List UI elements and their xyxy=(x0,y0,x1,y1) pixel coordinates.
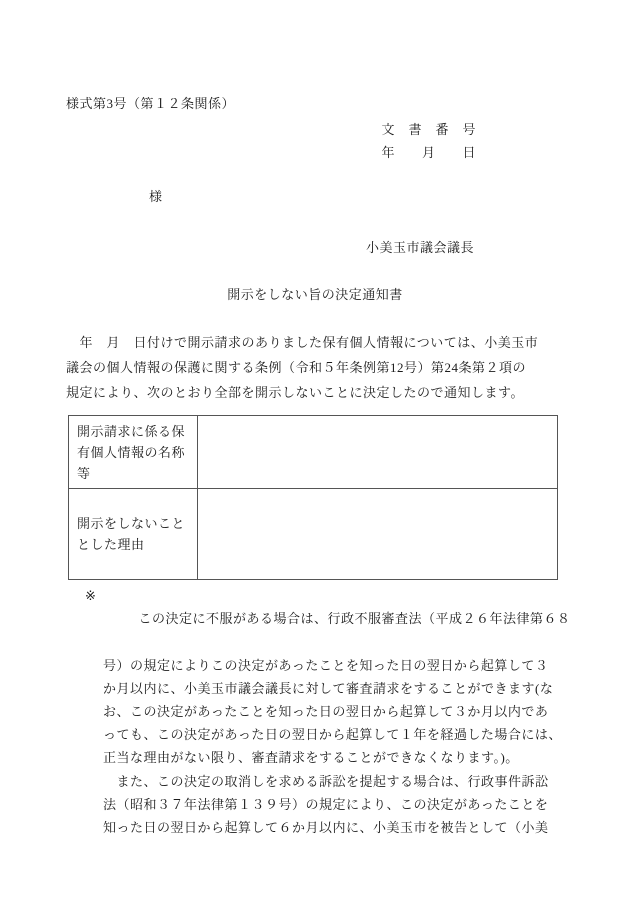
note-line-text: この決定に不服がある場合は、行政不服審査法（平成２６年法律第６８ xyxy=(138,611,571,627)
body-paragraph xyxy=(66,330,538,405)
row-label-subject xyxy=(69,416,198,489)
body-line-1: 年 月 日付けで開示請求のありました保有個人情報については、小美玉市 xyxy=(66,335,539,350)
note-line-3: か月以内に、小美玉市議会議長に対して審査請求をすることができます(な xyxy=(103,680,554,696)
note-line-2: 号）の規定によりこの決定があったことを知った日の翌日から起算して３ xyxy=(103,657,549,673)
document-number-label: 文 書 番 号 xyxy=(381,122,476,137)
body-line-2: 議会の個人情報の保護に関する条例（令和５年条例第12号）第24条第２項の xyxy=(66,360,527,375)
form-number: 様式第3号（第１２条関係） xyxy=(66,96,236,111)
note-line-5: っても、この決定があった日の翌日から起算して１年を経過した場合には、 xyxy=(103,727,562,743)
notes-section xyxy=(85,584,571,839)
row-label-line: 有個人情報の名称 xyxy=(77,444,186,460)
note-line-4: お、この決定があったことを知った日の翌日から起算して３か月以内であ xyxy=(103,704,549,720)
note-line-8: 法（昭和３７年法律第１３９号）の規定により、この決定があったことを xyxy=(103,796,549,812)
note-line-6: 正当な理由がない限り、審査請求をすることができなくなります。)。 xyxy=(103,750,519,766)
row-label-reason xyxy=(69,489,198,580)
document-title: 開示をしない旨の決定通知書 xyxy=(227,287,403,302)
decision-table xyxy=(68,415,558,580)
row-label-line: 開示請求に係る保 xyxy=(77,423,186,439)
row-label-line: 開示をしないこと xyxy=(77,516,186,531)
table-row-subject xyxy=(69,416,558,489)
note-line-1 xyxy=(85,584,571,654)
table-row-reason xyxy=(69,489,558,580)
sender-name: 小美玉市議会議長 xyxy=(365,240,474,255)
row-label-line: とした理由 xyxy=(77,537,145,552)
date-line: 年 月 日 xyxy=(381,145,476,160)
body-line-3: 規定により、次のとおり全部を開示しないことに決定したので通知します。 xyxy=(66,385,524,400)
row-label-line: 等 xyxy=(77,465,91,481)
note-line-7: また、この決定の取消しを求める訴訟を提起する場合は、行政事件訴訟 xyxy=(103,773,549,789)
addressee-suffix: 様 xyxy=(149,189,163,204)
note-marker: ※ xyxy=(85,588,97,603)
row-value-reason xyxy=(198,489,558,580)
row-value-subject xyxy=(198,416,558,489)
note-line-9: 知った日の翌日から起算して６か月以内に、小美玉市を被告として（小美 xyxy=(103,820,549,836)
